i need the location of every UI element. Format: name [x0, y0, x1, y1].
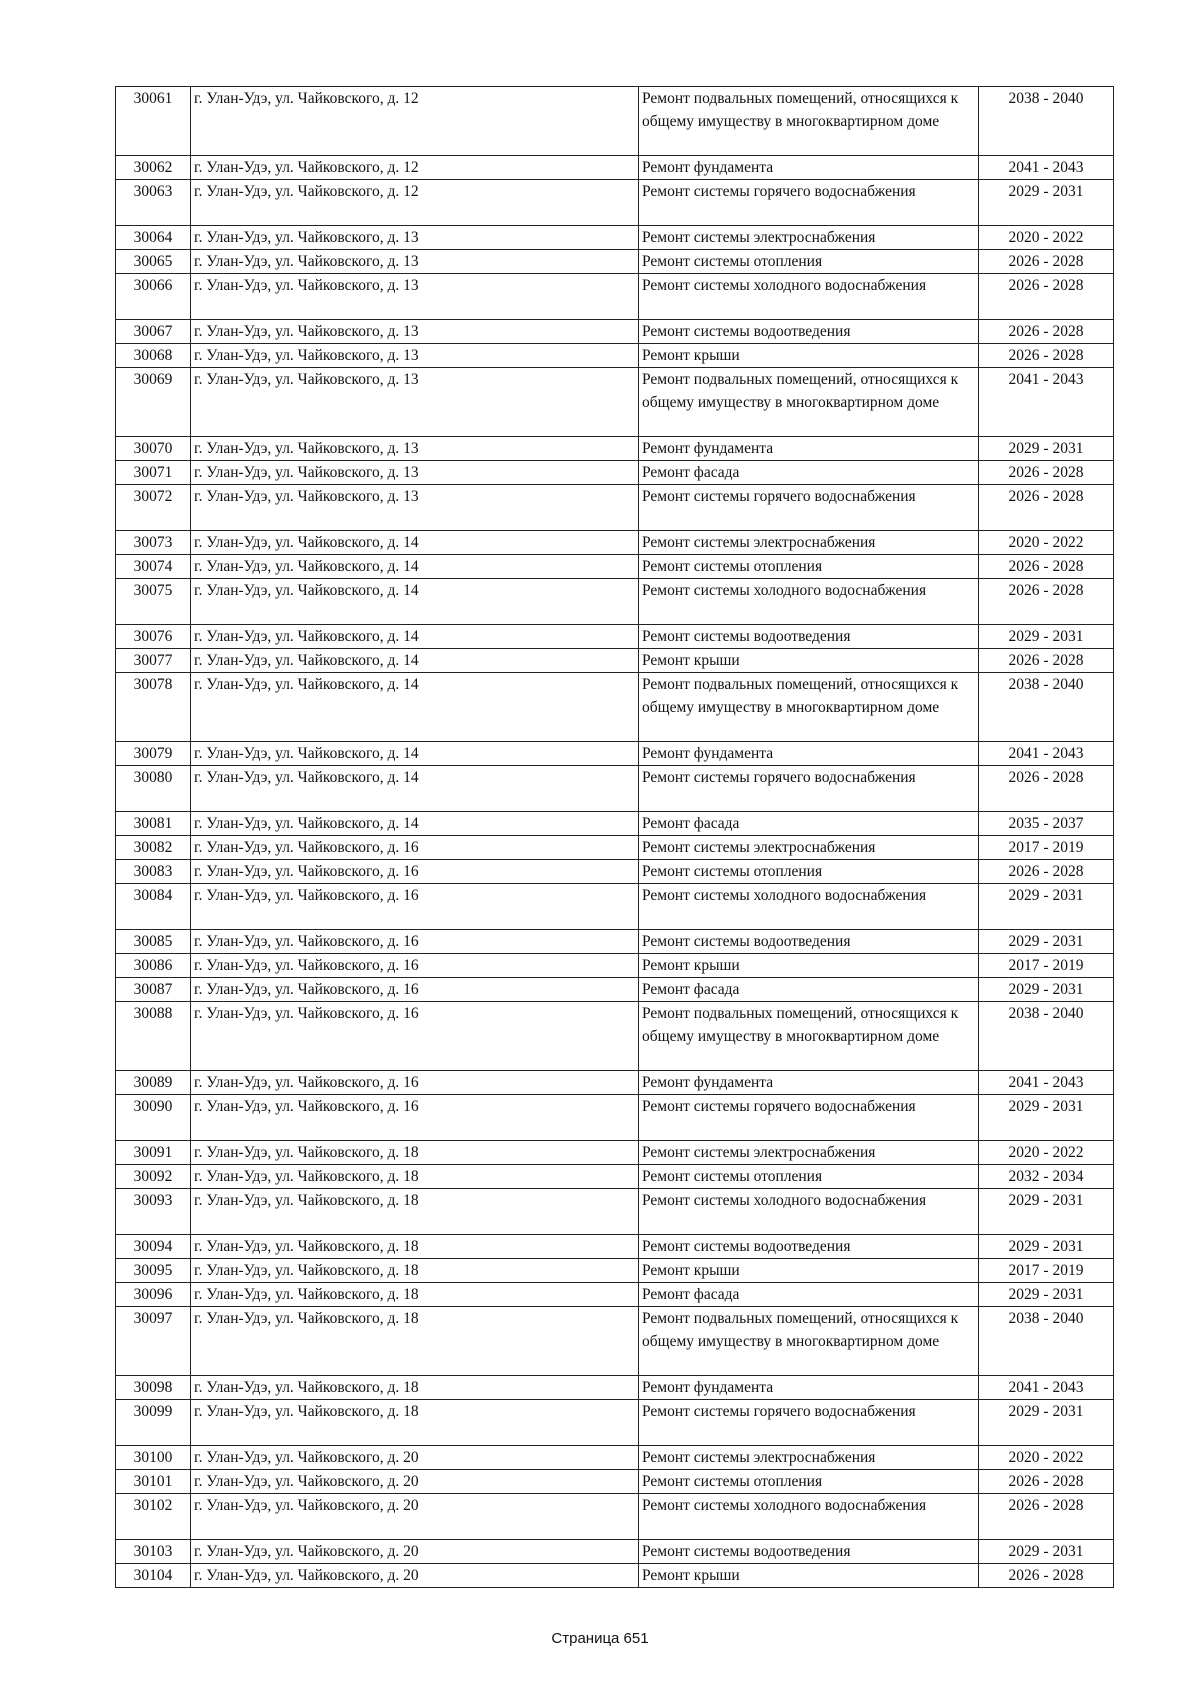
address-cell: г. Улан-Удэ, ул. Чайковского, д. 16	[191, 836, 639, 860]
table-row	[116, 766, 1114, 812]
table-row	[116, 625, 1114, 649]
row-number-cell: 30081	[116, 812, 191, 836]
work-type-cell: Ремонт крыши	[639, 649, 979, 673]
table-body	[116, 87, 1114, 1588]
row-number-cell: 30087	[116, 978, 191, 1002]
address-cell: г. Улан-Удэ, ул. Чайковского, д. 16	[191, 954, 639, 978]
work-type-cell: Ремонт крыши	[639, 344, 979, 368]
period-cell: 2029 - 2031	[979, 1283, 1114, 1307]
table-row	[116, 1400, 1114, 1446]
address-cell: г. Улан-Удэ, ул. Чайковского, д. 18	[191, 1307, 639, 1376]
work-type-cell: Ремонт подвальных помещений, относящихся к общему имуществу в многоквартирном доме	[639, 1002, 979, 1071]
period-cell: 2029 - 2031	[979, 1400, 1114, 1446]
row-number-cell: 30084	[116, 884, 191, 930]
period-cell: 2041 - 2043	[979, 156, 1114, 180]
row-number-cell: 30083	[116, 860, 191, 884]
table-row	[116, 1071, 1114, 1095]
table-row	[116, 156, 1114, 180]
address-cell: г. Улан-Удэ, ул. Чайковского, д. 18	[191, 1376, 639, 1400]
work-type-cell: Ремонт системы холодного водоснабжения	[639, 1189, 979, 1235]
period-cell: 2032 - 2034	[979, 1165, 1114, 1189]
row-number-cell: 30090	[116, 1095, 191, 1141]
address-cell: г. Улан-Удэ, ул. Чайковского, д. 18	[191, 1189, 639, 1235]
work-type-cell: Ремонт системы водоотведения	[639, 625, 979, 649]
work-type-cell: Ремонт системы горячего водоснабжения	[639, 485, 979, 531]
row-number-cell: 30100	[116, 1446, 191, 1470]
address-cell: г. Улан-Удэ, ул. Чайковского, д. 13	[191, 250, 639, 274]
work-type-cell: Ремонт крыши	[639, 954, 979, 978]
row-number-cell: 30068	[116, 344, 191, 368]
work-type-cell: Ремонт системы электроснабжения	[639, 226, 979, 250]
address-cell: г. Улан-Удэ, ул. Чайковского, д. 12	[191, 156, 639, 180]
row-number-cell: 30069	[116, 368, 191, 437]
period-cell: 2026 - 2028	[979, 766, 1114, 812]
work-type-cell: Ремонт системы горячего водоснабжения	[639, 1400, 979, 1446]
work-type-cell: Ремонт фасада	[639, 812, 979, 836]
page-footer	[0, 1630, 1200, 1647]
period-cell: 2029 - 2031	[979, 884, 1114, 930]
row-number-cell: 30099	[116, 1400, 191, 1446]
address-cell: г. Улан-Удэ, ул. Чайковского, д. 18	[191, 1235, 639, 1259]
table-row	[116, 1235, 1114, 1259]
row-number-cell: 30070	[116, 437, 191, 461]
address-cell: г. Улан-Удэ, ул. Чайковского, д. 13	[191, 485, 639, 531]
address-cell: г. Улан-Удэ, ул. Чайковского, д. 14	[191, 531, 639, 555]
period-cell: 2026 - 2028	[979, 555, 1114, 579]
work-type-cell: Ремонт системы холодного водоснабжения	[639, 274, 979, 320]
work-type-cell: Ремонт фундамента	[639, 437, 979, 461]
table-row	[116, 1283, 1114, 1307]
table-row	[116, 226, 1114, 250]
work-type-cell: Ремонт системы электроснабжения	[639, 1446, 979, 1470]
address-cell: г. Улан-Удэ, ул. Чайковского, д. 14	[191, 555, 639, 579]
address-cell: г. Улан-Удэ, ул. Чайковского, д. 16	[191, 884, 639, 930]
work-type-cell: Ремонт системы электроснабжения	[639, 1141, 979, 1165]
row-number-cell: 30064	[116, 226, 191, 250]
table-row	[116, 531, 1114, 555]
work-type-cell: Ремонт системы холодного водоснабжения	[639, 1494, 979, 1540]
work-type-cell: Ремонт системы электроснабжения	[639, 836, 979, 860]
row-number-cell: 30093	[116, 1189, 191, 1235]
row-number-cell: 30101	[116, 1470, 191, 1494]
address-cell: г. Улан-Удэ, ул. Чайковского, д. 14	[191, 766, 639, 812]
table-row	[116, 930, 1114, 954]
address-cell: г. Улан-Удэ, ул. Чайковского, д. 16	[191, 930, 639, 954]
work-type-cell: Ремонт подвальных помещений, относящихся к общему имуществу в многоквартирном доме	[639, 87, 979, 156]
row-number-cell: 30103	[116, 1540, 191, 1564]
work-type-cell: Ремонт подвальных помещений, относящихся к общему имуществу в многоквартирном доме	[639, 1307, 979, 1376]
table-row	[116, 860, 1114, 884]
table-row	[116, 742, 1114, 766]
period-cell: 2026 - 2028	[979, 1564, 1114, 1588]
row-number-cell: 30086	[116, 954, 191, 978]
period-cell: 2026 - 2028	[979, 1494, 1114, 1540]
address-cell: г. Улан-Удэ, ул. Чайковского, д. 14	[191, 579, 639, 625]
address-cell: г. Улан-Удэ, ул. Чайковского, д. 20	[191, 1540, 639, 1564]
table-row	[116, 1470, 1114, 1494]
table-row	[116, 1446, 1114, 1470]
period-cell: 2020 - 2022	[979, 1141, 1114, 1165]
period-cell: 2041 - 2043	[979, 1071, 1114, 1095]
period-cell: 2029 - 2031	[979, 625, 1114, 649]
work-type-cell: Ремонт системы горячего водоснабжения	[639, 180, 979, 226]
table-row	[116, 884, 1114, 930]
address-cell: г. Улан-Удэ, ул. Чайковского, д. 13	[191, 368, 639, 437]
period-cell: 2026 - 2028	[979, 320, 1114, 344]
table-row	[116, 461, 1114, 485]
row-number-cell: 30065	[116, 250, 191, 274]
period-cell: 2029 - 2031	[979, 437, 1114, 461]
table-row	[116, 555, 1114, 579]
work-type-cell: Ремонт фундамента	[639, 156, 979, 180]
table-row	[116, 978, 1114, 1002]
table-row	[116, 1494, 1114, 1540]
row-number-cell: 30078	[116, 673, 191, 742]
address-cell: г. Улан-Удэ, ул. Чайковского, д. 13	[191, 344, 639, 368]
table-row	[116, 1540, 1114, 1564]
address-cell: г. Улан-Удэ, ул. Чайковского, д. 20	[191, 1494, 639, 1540]
row-number-cell: 30077	[116, 649, 191, 673]
row-number-cell: 30096	[116, 1283, 191, 1307]
row-number-cell: 30075	[116, 579, 191, 625]
period-cell: 2029 - 2031	[979, 1189, 1114, 1235]
work-type-cell: Ремонт крыши	[639, 1259, 979, 1283]
period-cell: 2026 - 2028	[979, 274, 1114, 320]
work-type-cell: Ремонт подвальных помещений, относящихся к общему имуществу в многоквартирном доме	[639, 673, 979, 742]
row-number-cell: 30085	[116, 930, 191, 954]
address-cell: г. Улан-Удэ, ул. Чайковского, д. 20	[191, 1470, 639, 1494]
period-cell: 2026 - 2028	[979, 461, 1114, 485]
row-number-cell: 30094	[116, 1235, 191, 1259]
work-type-cell: Ремонт фасада	[639, 461, 979, 485]
address-cell: г. Улан-Удэ, ул. Чайковского, д. 12	[191, 180, 639, 226]
row-number-cell: 30062	[116, 156, 191, 180]
work-type-cell: Ремонт фундамента	[639, 1376, 979, 1400]
table-row	[116, 437, 1114, 461]
table-row	[116, 274, 1114, 320]
row-number-cell: 30091	[116, 1141, 191, 1165]
work-type-cell: Ремонт фундамента	[639, 1071, 979, 1095]
address-cell: г. Улан-Удэ, ул. Чайковского, д. 18	[191, 1141, 639, 1165]
period-cell: 2029 - 2031	[979, 1540, 1114, 1564]
work-type-cell: Ремонт системы водоотведения	[639, 1540, 979, 1564]
period-cell: 2029 - 2031	[979, 930, 1114, 954]
period-cell: 2026 - 2028	[979, 485, 1114, 531]
work-type-cell: Ремонт системы горячего водоснабжения	[639, 766, 979, 812]
address-cell: г. Улан-Удэ, ул. Чайковского, д. 18	[191, 1283, 639, 1307]
work-type-cell: Ремонт системы водоотведения	[639, 1235, 979, 1259]
row-number-cell: 30097	[116, 1307, 191, 1376]
address-cell: г. Улан-Удэ, ул. Чайковского, д. 16	[191, 1002, 639, 1071]
work-type-cell: Ремонт системы холодного водоснабжения	[639, 884, 979, 930]
work-type-cell: Ремонт системы отопления	[639, 250, 979, 274]
address-cell: г. Улан-Удэ, ул. Чайковского, д. 13	[191, 274, 639, 320]
table-row	[116, 1189, 1114, 1235]
table-row	[116, 1259, 1114, 1283]
address-cell: г. Улан-Удэ, ул. Чайковского, д. 14	[191, 812, 639, 836]
row-number-cell: 30082	[116, 836, 191, 860]
table-row	[116, 250, 1114, 274]
table-row	[116, 1165, 1114, 1189]
table-row	[116, 1376, 1114, 1400]
row-number-cell: 30092	[116, 1165, 191, 1189]
period-cell: 2029 - 2031	[979, 1235, 1114, 1259]
period-cell: 2020 - 2022	[979, 531, 1114, 555]
table-row	[116, 368, 1114, 437]
work-type-cell: Ремонт системы отопления	[639, 1165, 979, 1189]
table-row	[116, 1002, 1114, 1071]
work-type-cell: Ремонт системы электроснабжения	[639, 531, 979, 555]
period-cell: 2026 - 2028	[979, 579, 1114, 625]
row-number-cell: 30076	[116, 625, 191, 649]
address-cell: г. Улан-Удэ, ул. Чайковского, д. 16	[191, 1071, 639, 1095]
work-type-cell: Ремонт подвальных помещений, относящихся к общему имуществу в многоквартирном доме	[639, 368, 979, 437]
address-cell: г. Улан-Удэ, ул. Чайковского, д. 18	[191, 1259, 639, 1283]
period-cell: 2026 - 2028	[979, 860, 1114, 884]
period-cell: 2029 - 2031	[979, 978, 1114, 1002]
row-number-cell: 30072	[116, 485, 191, 531]
row-number-cell: 30061	[116, 87, 191, 156]
work-type-cell: Ремонт фасада	[639, 1283, 979, 1307]
address-cell: г. Улан-Удэ, ул. Чайковского, д. 14	[191, 742, 639, 766]
page-number: Страница 651	[551, 1630, 649, 1647]
address-cell: г. Улан-Удэ, ул. Чайковского, д. 13	[191, 226, 639, 250]
period-cell: 2017 - 2019	[979, 836, 1114, 860]
table-row	[116, 812, 1114, 836]
row-number-cell: 30104	[116, 1564, 191, 1588]
period-cell: 2038 - 2040	[979, 87, 1114, 156]
address-cell: г. Улан-Удэ, ул. Чайковского, д. 18	[191, 1165, 639, 1189]
period-cell: 2020 - 2022	[979, 226, 1114, 250]
address-cell: г. Улан-Удэ, ул. Чайковского, д. 20	[191, 1446, 639, 1470]
work-type-cell: Ремонт системы водоотведения	[639, 320, 979, 344]
table-row	[116, 1095, 1114, 1141]
address-cell: г. Улан-Удэ, ул. Чайковского, д. 16	[191, 860, 639, 884]
address-cell: г. Улан-Удэ, ул. Чайковского, д. 16	[191, 1095, 639, 1141]
table-row	[116, 1307, 1114, 1376]
period-cell: 2041 - 2043	[979, 742, 1114, 766]
table-row	[116, 180, 1114, 226]
row-number-cell: 30071	[116, 461, 191, 485]
table-row	[116, 673, 1114, 742]
period-cell: 2029 - 2031	[979, 1095, 1114, 1141]
address-cell: г. Улан-Удэ, ул. Чайковского, д. 13	[191, 461, 639, 485]
table-row	[116, 1564, 1114, 1588]
period-cell: 2041 - 2043	[979, 368, 1114, 437]
repair-schedule-table	[115, 86, 1114, 1588]
period-cell: 2017 - 2019	[979, 954, 1114, 978]
row-number-cell: 30073	[116, 531, 191, 555]
period-cell: 2038 - 2040	[979, 673, 1114, 742]
work-type-cell: Ремонт системы отопления	[639, 860, 979, 884]
table-row	[116, 320, 1114, 344]
row-number-cell: 30098	[116, 1376, 191, 1400]
address-cell: г. Улан-Удэ, ул. Чайковского, д. 13	[191, 437, 639, 461]
period-cell: 2038 - 2040	[979, 1002, 1114, 1071]
period-cell: 2038 - 2040	[979, 1307, 1114, 1376]
work-type-cell: Ремонт фундамента	[639, 742, 979, 766]
address-cell: г. Улан-Удэ, ул. Чайковского, д. 12	[191, 87, 639, 156]
table-row	[116, 579, 1114, 625]
table-row	[116, 649, 1114, 673]
address-cell: г. Улан-Удэ, ул. Чайковского, д. 13	[191, 320, 639, 344]
table-row	[116, 87, 1114, 156]
row-number-cell: 30080	[116, 766, 191, 812]
work-type-cell: Ремонт системы холодного водоснабжения	[639, 579, 979, 625]
address-cell: г. Улан-Удэ, ул. Чайковского, д. 16	[191, 978, 639, 1002]
work-type-cell: Ремонт фасада	[639, 978, 979, 1002]
period-cell: 2026 - 2028	[979, 250, 1114, 274]
period-cell: 2029 - 2031	[979, 180, 1114, 226]
period-cell: 2020 - 2022	[979, 1446, 1114, 1470]
work-type-cell: Ремонт системы горячего водоснабжения	[639, 1095, 979, 1141]
row-number-cell: 30089	[116, 1071, 191, 1095]
table-row	[116, 344, 1114, 368]
address-cell: г. Улан-Удэ, ул. Чайковского, д. 14	[191, 649, 639, 673]
row-number-cell: 30074	[116, 555, 191, 579]
row-number-cell: 30079	[116, 742, 191, 766]
row-number-cell: 30095	[116, 1259, 191, 1283]
period-cell: 2026 - 2028	[979, 649, 1114, 673]
address-cell: г. Улан-Удэ, ул. Чайковского, д. 18	[191, 1400, 639, 1446]
period-cell: 2026 - 2028	[979, 344, 1114, 368]
address-cell: г. Улан-Удэ, ул. Чайковского, д. 14	[191, 673, 639, 742]
row-number-cell: 30066	[116, 274, 191, 320]
row-number-cell: 30067	[116, 320, 191, 344]
table-row	[116, 1141, 1114, 1165]
work-type-cell: Ремонт крыши	[639, 1564, 979, 1588]
row-number-cell: 30088	[116, 1002, 191, 1071]
address-cell: г. Улан-Удэ, ул. Чайковского, д. 14	[191, 625, 639, 649]
period-cell: 2035 - 2037	[979, 812, 1114, 836]
row-number-cell: 30063	[116, 180, 191, 226]
work-type-cell: Ремонт системы водоотведения	[639, 930, 979, 954]
period-cell: 2017 - 2019	[979, 1259, 1114, 1283]
period-cell: 2026 - 2028	[979, 1470, 1114, 1494]
row-number-cell: 30102	[116, 1494, 191, 1540]
period-cell: 2041 - 2043	[979, 1376, 1114, 1400]
table-row	[116, 485, 1114, 531]
address-cell: г. Улан-Удэ, ул. Чайковского, д. 20	[191, 1564, 639, 1588]
work-type-cell: Ремонт системы отопления	[639, 1470, 979, 1494]
work-type-cell: Ремонт системы отопления	[639, 555, 979, 579]
table-row	[116, 954, 1114, 978]
table-row	[116, 836, 1114, 860]
